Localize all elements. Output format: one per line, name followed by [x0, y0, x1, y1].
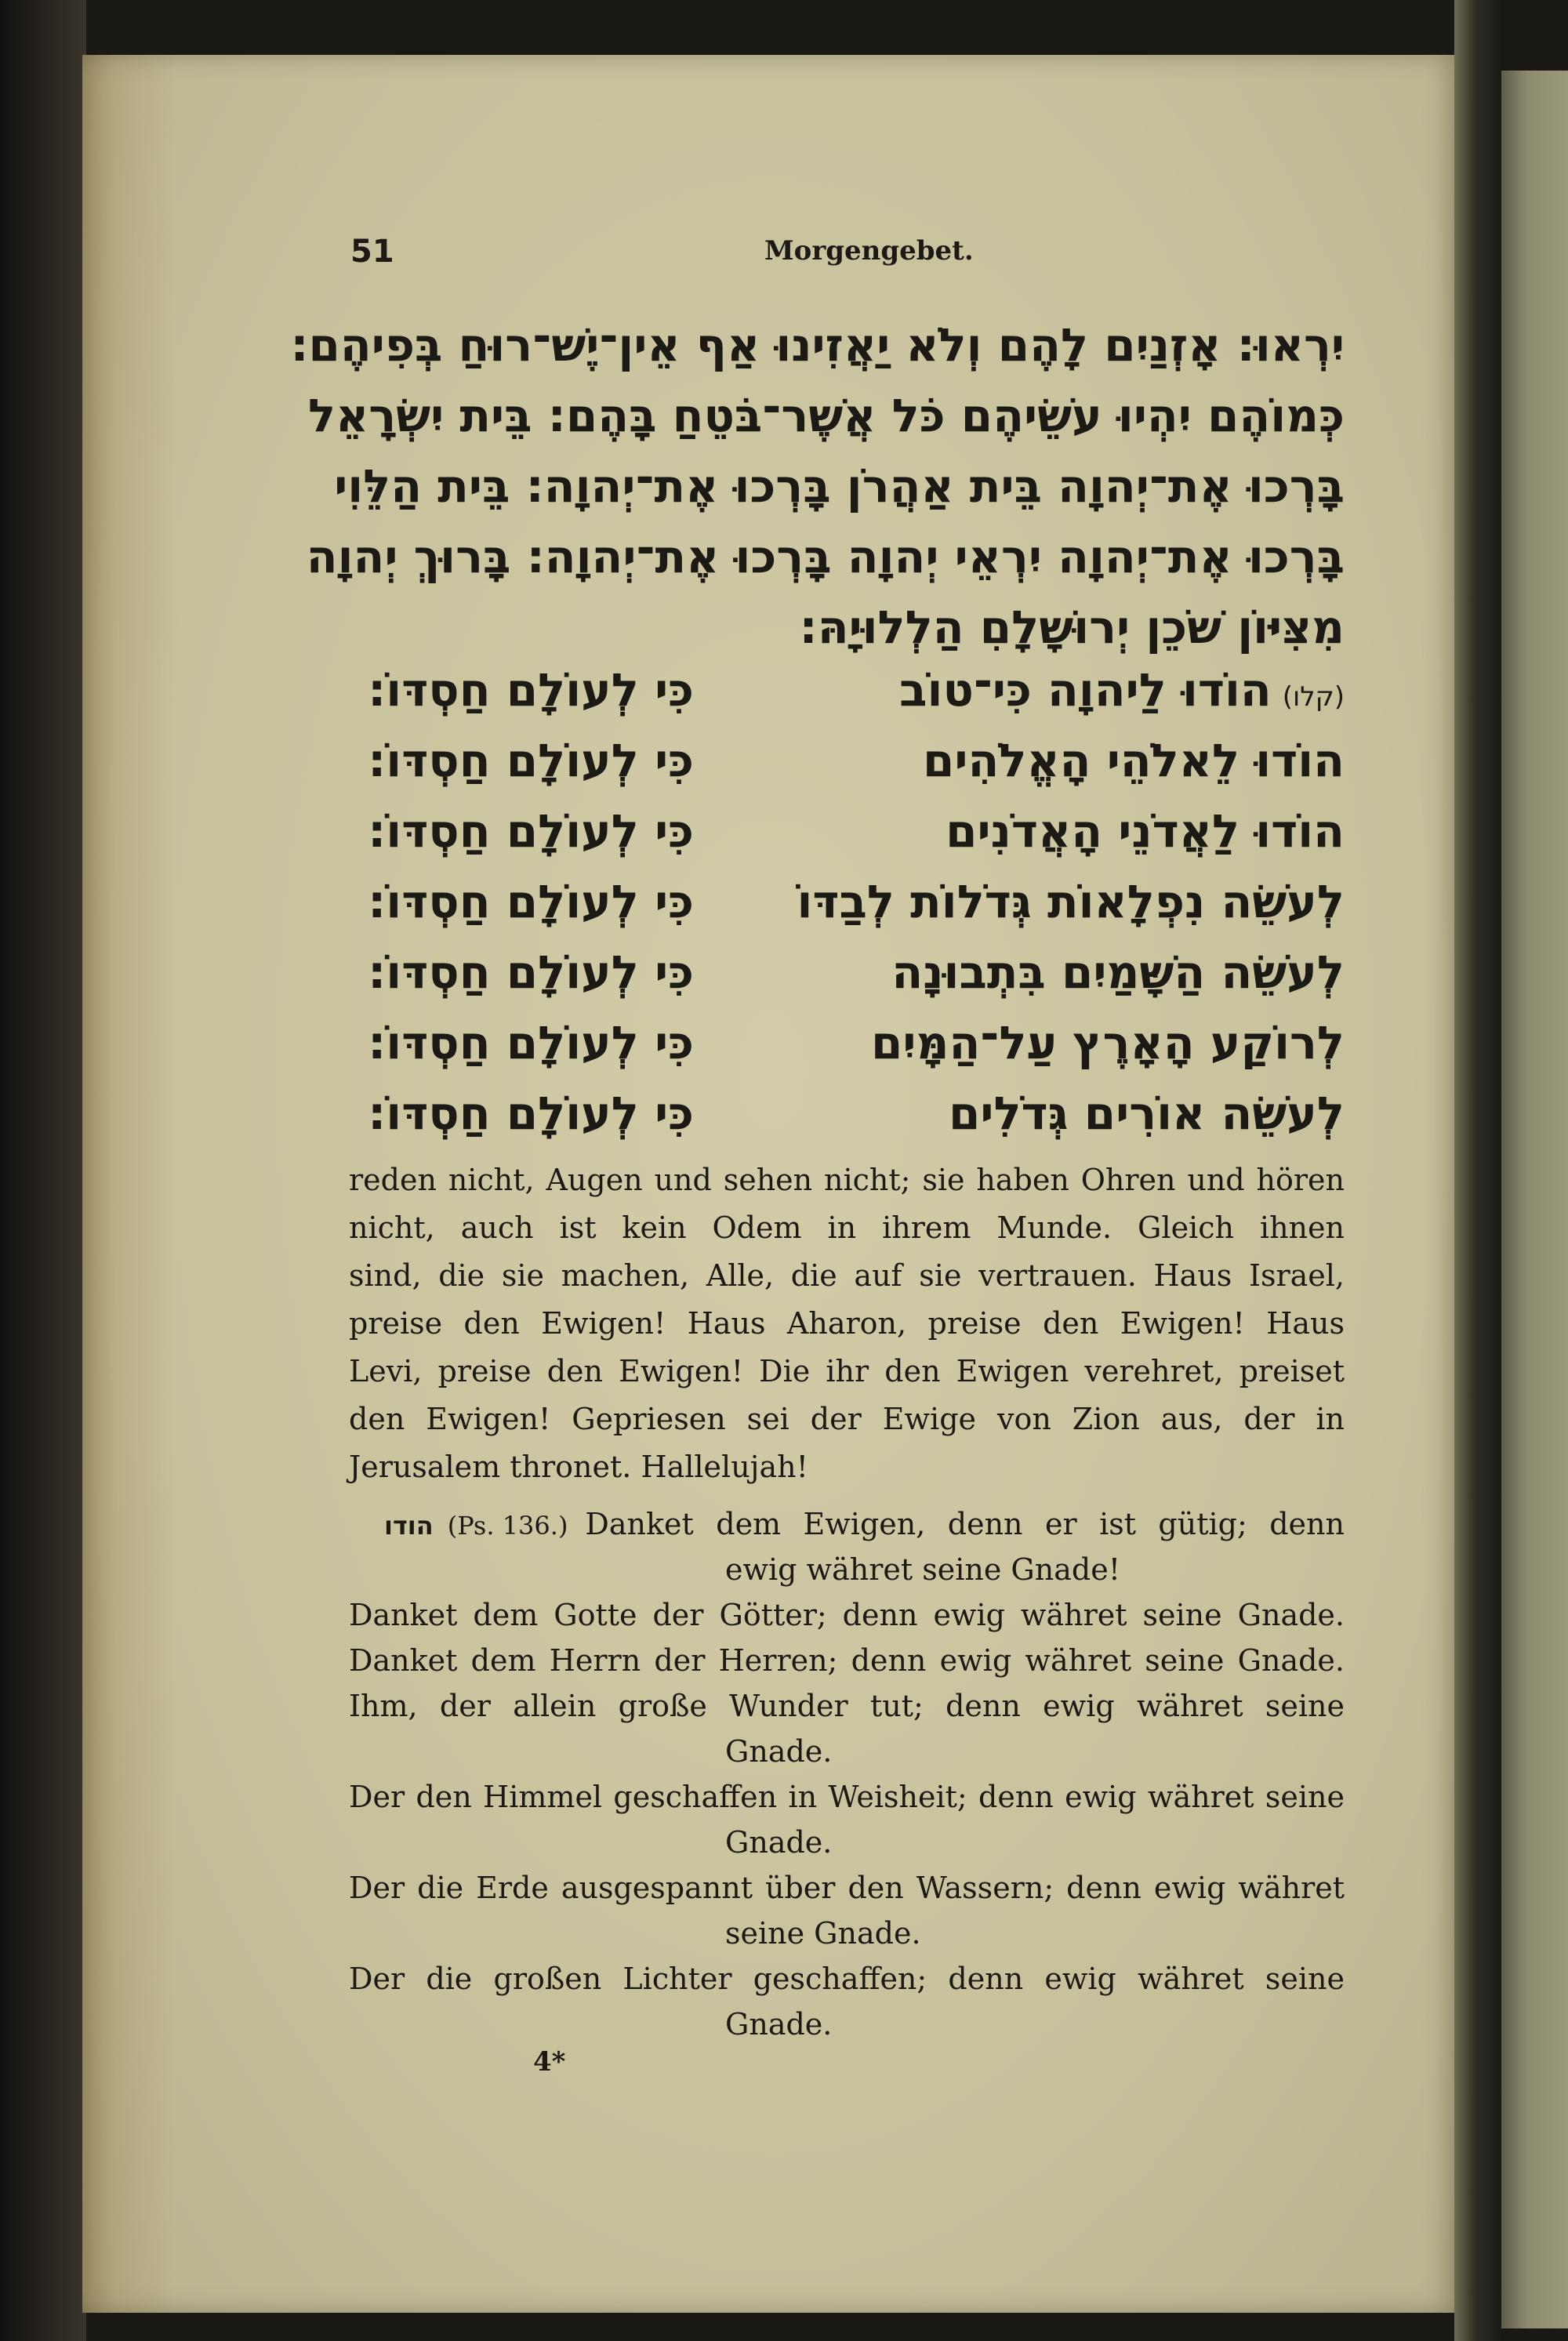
psalm-refrain: כִּי לְעוֹלָם חַסְדּוֹ: — [368, 804, 694, 858]
psalm-hebrew-keyword: הודו — [384, 1511, 434, 1541]
psalm-row — [349, 1007, 1345, 1078]
next-page-edge — [1501, 71, 1568, 2328]
german-line: Jerusalem thronet. Hallelujah! — [349, 1450, 808, 1484]
psalm-row — [349, 655, 1345, 725]
hebrew-line: מִצִּיּוֹן שֹׁכֵן יְרוּשָׁלָםִ הַלְלוּיָהּ: — [799, 601, 1345, 654]
psalm-verse-line: Der die Erde ausgespannt über den Wassern; denn ewig währet — [349, 1871, 1345, 1905]
german-line: reden nicht, Augen und sehen nicht; sie haben Ohren und hören — [349, 1163, 1345, 1197]
psalm-verse-text: לְעֹשֵׂה נִפְלָאוֹת גְּדֹלוֹת לְבַדּוֹ — [797, 875, 1345, 928]
german-line: den Ewigen! Gepriesen sei der Ewige von Zion aus, der in — [349, 1402, 1345, 1436]
psalm-row — [349, 1078, 1345, 1149]
book-gutter — [1454, 0, 1501, 2341]
psalm-refrain: כִּי לְעוֹלָם חַסְדּוֹ: — [368, 875, 694, 928]
psalm-verse-line: Der die großen Lichter geschaffen; denn ewig währet seine — [349, 1962, 1345, 1996]
psalm-reference: (Ps. 136.) — [447, 1511, 568, 1541]
psalm-verse-text: לְעֹשֵׂה אוֹרִים גְּדֹלִים — [948, 1087, 1345, 1140]
hebrew-line: בָּרְכוּ אֶת־יְהוָה בֵּית אַהֲרֹן בָּרְכוּ אֶת־יְהוָה: בֵּית הַלֵּוִי — [334, 459, 1345, 513]
psalm-verse — [899, 655, 1345, 732]
german-line: sind, die sie machen, Alle, die auf sie vertrauen. Haus Israel, — [349, 1258, 1345, 1293]
psalm-verse-text: הוֹדוּ לֵאלֹהֵי הָאֱלֹהִים — [923, 734, 1345, 787]
psalm-row — [349, 725, 1345, 796]
psalm-reference-line — [349, 1501, 1345, 1547]
psalm-number-marker: (קלו) — [1282, 681, 1345, 713]
hebrew-passage — [290, 310, 1345, 662]
psalm-verse-text: לְעֹשֵׂה הַשָּׁמַיִם בִּתְבוּנָה — [891, 945, 1345, 999]
book-cover-edge — [0, 0, 86, 2341]
signature-mark: 4* — [533, 2046, 566, 2078]
psalm-verse-line: Danket dem Herrn der Herren; denn ewig währet seine Gnade. — [349, 1643, 1345, 1678]
hebrew-line: כְּמוֹהֶם יִהְיוּ עֹשֵׂיהֶם כֹּל אֲשֶׁר־בֹּטֵחַ בָּהֶם: בֵּית יִשְׂרָאֵל — [307, 389, 1345, 442]
psalm-hebrew — [349, 655, 1345, 1149]
german-translation-paragraph — [349, 1156, 1345, 1491]
psalm-refrain: כִּי לְעוֹלָם חַסְדּוֹ: — [368, 663, 694, 717]
psalm-verse-line: Der den Himmel geschaffen in Weisheit; denn ewig währet seine — [349, 1780, 1345, 1814]
psalm-refrain: כִּי לְעוֹלָם חַסְדּוֹ: — [368, 1016, 694, 1069]
hebrew-line: יִרְאוּ: אָזְנַיִם לָהֶם וְלֹא יַאֲזִינוּ אַף אֵין־יֶשׁ־רוּחַ בְּפִיהֶם: — [290, 318, 1345, 372]
psalm-verse-continuation: Gnade. — [725, 2007, 833, 2042]
psalm-verse-text: הוֹדוּ לַיהוָה כִּי־טוֹב — [899, 663, 1272, 717]
psalm-refrain: כִּי לְעוֹלָם חַסְדּוֹ: — [368, 945, 694, 999]
hebrew-line: בָּרְכוּ אֶת־יְהוָה יִרְאֵי יְהוָה בָּרְכוּ אֶת־יְהוָה: בָּרוּךְ יְהוָה — [306, 530, 1345, 583]
psalm-verse-continuation: Gnade. — [725, 1734, 833, 1769]
psalm-verse-line: Ihm, der allein große Wunder tut; denn ewig währet seine — [349, 1689, 1345, 1723]
psalm-verse-continuation: ewig währet seine Gnade! — [725, 1552, 1120, 1587]
psalm-verse-continuation: seine Gnade. — [725, 1916, 921, 1951]
psalm-row — [349, 937, 1345, 1007]
german-psalm-translation — [349, 1501, 1345, 2047]
running-title: Morgengebet. — [764, 235, 974, 267]
psalm-verse-text: הוֹדוּ לַאֲדֹנֵי הָאֲדֹנִים — [946, 804, 1345, 858]
german-line: nicht, auch ist kein Odem in ihrem Munde. Gleich ihnen — [349, 1210, 1345, 1245]
psalm-refrain: כִּי לְעוֹלָם חַסְדּוֹ: — [368, 1087, 694, 1140]
psalm-row — [349, 866, 1345, 937]
psalm-verse-text: לְרוֹקַע הָאָרֶץ עַל־הַמָּיִם — [871, 1016, 1345, 1069]
psalm-verse-line: Danket dem Gotte der Götter; denn ewig währet seine Gnade. — [349, 1598, 1345, 1632]
psalm-verse-line: Danket dem Ewigen, denn er ist gütig; denn — [585, 1507, 1345, 1541]
page-number: 51 — [350, 234, 394, 270]
psalm-row — [349, 796, 1345, 866]
psalm-verse-continuation: Gnade. — [725, 1825, 833, 1860]
german-line: Levi, preise den Ewigen! Die ihr den Ewigen verehret, preiset — [349, 1354, 1345, 1388]
german-line: preise den Ewigen! Haus Aharon, preise den Ewigen! Haus — [349, 1306, 1345, 1341]
psalm-refrain: כִּי לְעוֹלָם חַסְדּוֹ: — [368, 734, 694, 787]
